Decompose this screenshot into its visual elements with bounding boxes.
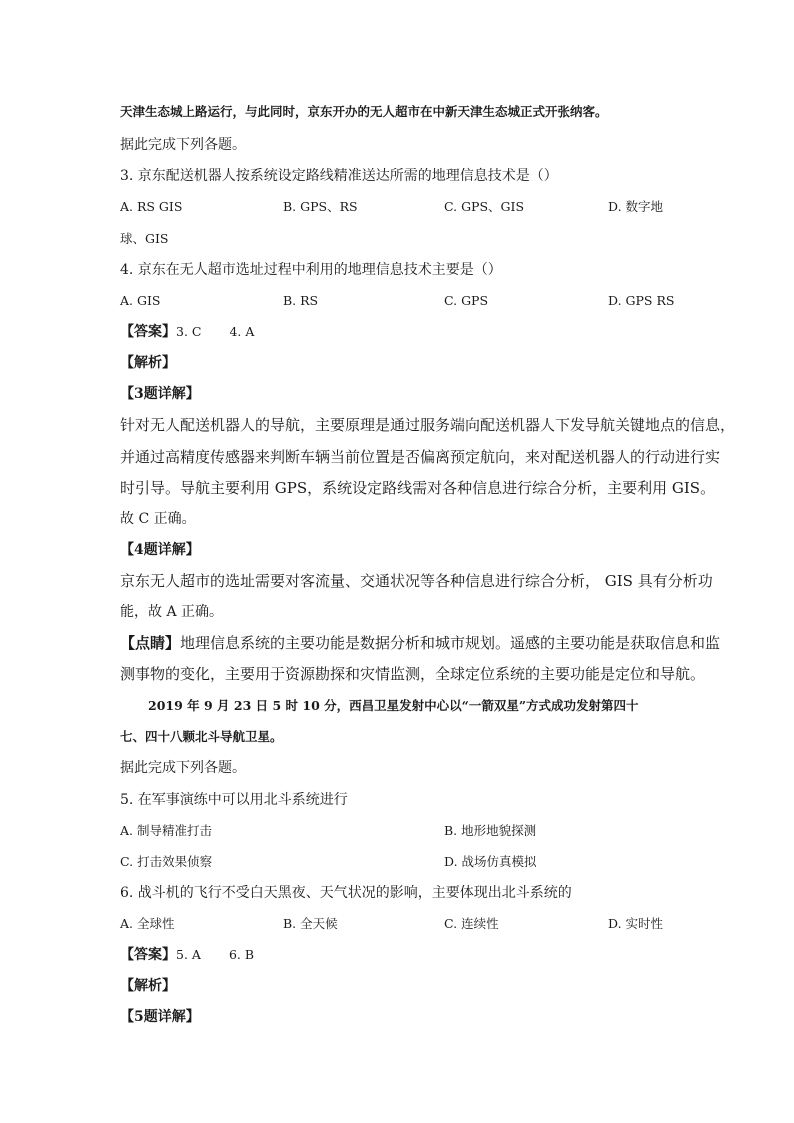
detail-5-label: 【5题详解】 [120, 1009, 200, 1025]
analysis-label-2: 【解析】 [120, 978, 176, 994]
passage1-tail: 天津生态城上路运行，与此同时，京东开办的无人超市在中新天津生态城正式开张纳客。 [120, 104, 608, 119]
pointer-label: 【点睛】 [120, 634, 181, 652]
q6-option-b: B. 全天候 [283, 916, 338, 931]
detail-4-label: 【4题详解】 [120, 542, 200, 558]
q4-option-b: B. RS [283, 293, 319, 308]
q6-option-d: D. 实时性 [608, 916, 664, 931]
q3-option-d: D. 数字地 [608, 199, 664, 214]
answer-6: 6. B [228, 947, 255, 962]
detail-3-label: 【3题详解】 [120, 386, 200, 402]
detail-3-line: 故 C 正确。 [120, 511, 196, 527]
detail-3-line: 并通过高精度传感器来判断车辆当前位置是否偏离预定航向，来对配送机器人的行动进行实 [120, 448, 721, 466]
question-4-stem: 4. 京东在无人超市选址过程中利用的地理信息技术主要是（） [120, 262, 502, 278]
q3-option-b: B. GPS、RS [283, 199, 358, 214]
q5-option-a: A. 制导精准打击 [120, 823, 212, 838]
pointer-text: 地理信息系统的主要功能是数据分析和城市规划。遥感的主要功能是获取信息和监 [180, 634, 721, 652]
q6-option-c: C. 连续性 [444, 916, 499, 931]
answer-5: 5. A [176, 947, 201, 962]
passage2-line: 2019 年 9 月 23 日 5 时 10 分，西昌卫星发射中心以“一箭双星”方式成功发射第四十 [148, 698, 639, 713]
detail-3-line: 针对无人配送机器人的导航，主要原理是通过服务端向配送机器人下发导航关键地点的信息， [120, 416, 736, 434]
q3-option-c: C. GPS、GIS [444, 199, 525, 214]
detail-4-line: 京东无人超市的选址需要对客流量、交通状况等各种信息进行综合分析， GIS 具有分析功 [120, 572, 713, 590]
pointer-line-2: 测事物的变化，主要用于资源勘探和灾情监测，全球定位系统的主要功能是定位和导航。 [120, 665, 706, 683]
detail-4-line: 能，故 A 正确。 [120, 604, 224, 620]
q3-option-a: A. RS GIS [120, 199, 183, 214]
answer-block-2 [120, 945, 684, 965]
question-5-stem: 5. 在军事演练中可以用北斗系统进行 [120, 792, 348, 808]
answer-label: 【答案】 [120, 324, 176, 340]
analysis-label-1: 【解析】 [120, 355, 176, 371]
q6-option-a: A. 全球性 [120, 916, 175, 931]
q5-option-c: C. 打击效果侦察 [120, 854, 213, 869]
q3-option-d-wrap: 球、GIS [120, 231, 169, 246]
q4-option-c: C. GPS [444, 293, 489, 308]
q4-option-d: D. GPS RS [608, 293, 675, 308]
answer-4: 4. A [229, 324, 255, 339]
instruction-2: 据此完成下列各题。 [120, 760, 246, 776]
answer-label: 【答案】 [120, 947, 176, 963]
answer-3: 3. C [176, 324, 202, 339]
q4-option-a: A. GIS [120, 293, 161, 308]
instruction-1: 据此完成下列各题。 [120, 137, 246, 153]
q5-option-d: D. 战场仿真模拟 [444, 854, 537, 869]
q5-option-b: B. 地形地貌探测 [444, 823, 537, 838]
answer-block-1 [120, 322, 684, 342]
question-6-stem: 6. 战斗机的飞行不受白天黑夜、天气状况的影响，主要体现出北斗系统的 [120, 885, 572, 901]
question-3-stem: 3. 京东配送机器人按系统设定路线精准送达所需的地理信息技术是（） [120, 168, 558, 184]
passage2-line: 七、四十八颗北斗导航卫星。 [120, 729, 283, 744]
detail-3-line: 时引导。导航主要利用 GPS，系统设定路线需对各种信息进行综合分析，主要利用 GIS。 [120, 479, 716, 497]
pointer-line-1 [120, 633, 721, 653]
